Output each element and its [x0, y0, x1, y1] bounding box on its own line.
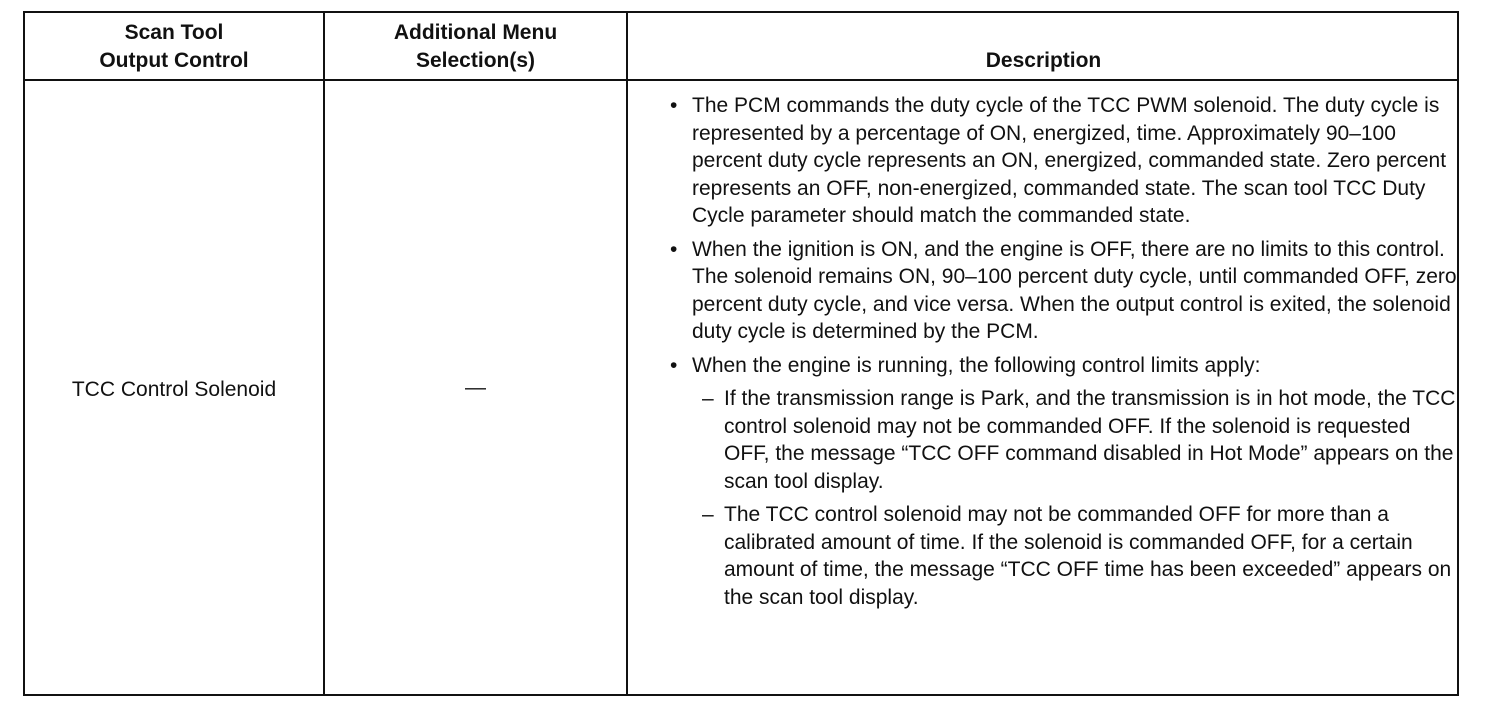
description-bullet	[668, 92, 1458, 230]
header-divider	[25, 79, 1457, 81]
description-subitem	[668, 385, 1458, 495]
description-bullet	[668, 352, 1458, 380]
column-divider-2	[626, 13, 628, 694]
header-scan-tool-output-control	[25, 13, 323, 79]
bullet-text: The PCM commands the duty cycle of the TCC PWM solenoid. The duty cycle is represented by a percentage of ON, energized, time. Approximately 90–100 percent duty cycle represents an ON, energized, commanded state. Zero percent represents an OFF, non-energized, commanded state. The scan tool TCC Duty Cycle parameter should match the commanded state.	[692, 94, 1447, 227]
bullet-text: When the engine is running, the following control limits apply:	[692, 353, 1261, 377]
bullet-icon: •	[670, 94, 678, 117]
header-line: Description	[985, 49, 1102, 72]
output-control-table	[23, 11, 1459, 696]
column-divider-1	[323, 13, 325, 694]
description-subitem	[668, 501, 1458, 611]
bullet-text: When the ignition is ON, and the engine is OFF, there are no limits to this control. The solenoid remains ON, 90–100 percent duty cycle, until commanded OFF, zero percent duty cycle, and vice versa. When the output control is exited, the solenoid duty cycle is determined by the PCM.	[692, 237, 1457, 343]
header-line: Selection(s)	[415, 49, 536, 72]
output-control-cell: TCC Control Solenoid	[71, 378, 277, 401]
description-cell	[668, 92, 1458, 617]
bullet-icon: •	[670, 237, 678, 261]
subitem-text: If the transmission range is Park, and the transmission is in hot mode, the TCC control solenoid may not be commanded OFF. If the solenoid is requested OFF, the message “TCC OFF command disabled in Hot Mode” appears on the scan tool display.	[724, 387, 1456, 493]
dash-icon: –	[702, 503, 714, 526]
header-line: Output Control	[99, 49, 249, 72]
header-line: Additional Menu	[393, 21, 558, 44]
bullet-icon: •	[670, 353, 678, 377]
header-additional-menu-selections	[325, 13, 626, 79]
menu-selection-cell: —	[465, 376, 486, 399]
dash-icon: –	[702, 387, 714, 410]
subitem-text: The TCC control solenoid may not be commanded OFF for more than a calibrated amount of time. If the solenoid is commanded OFF, for a certain amount of time, the message “TCC OFF time has been exceeded” appears on the scan tool display.	[724, 503, 1452, 609]
header-line: Scan Tool	[124, 21, 224, 44]
header-description	[628, 13, 1459, 79]
description-bullet	[668, 236, 1458, 346]
